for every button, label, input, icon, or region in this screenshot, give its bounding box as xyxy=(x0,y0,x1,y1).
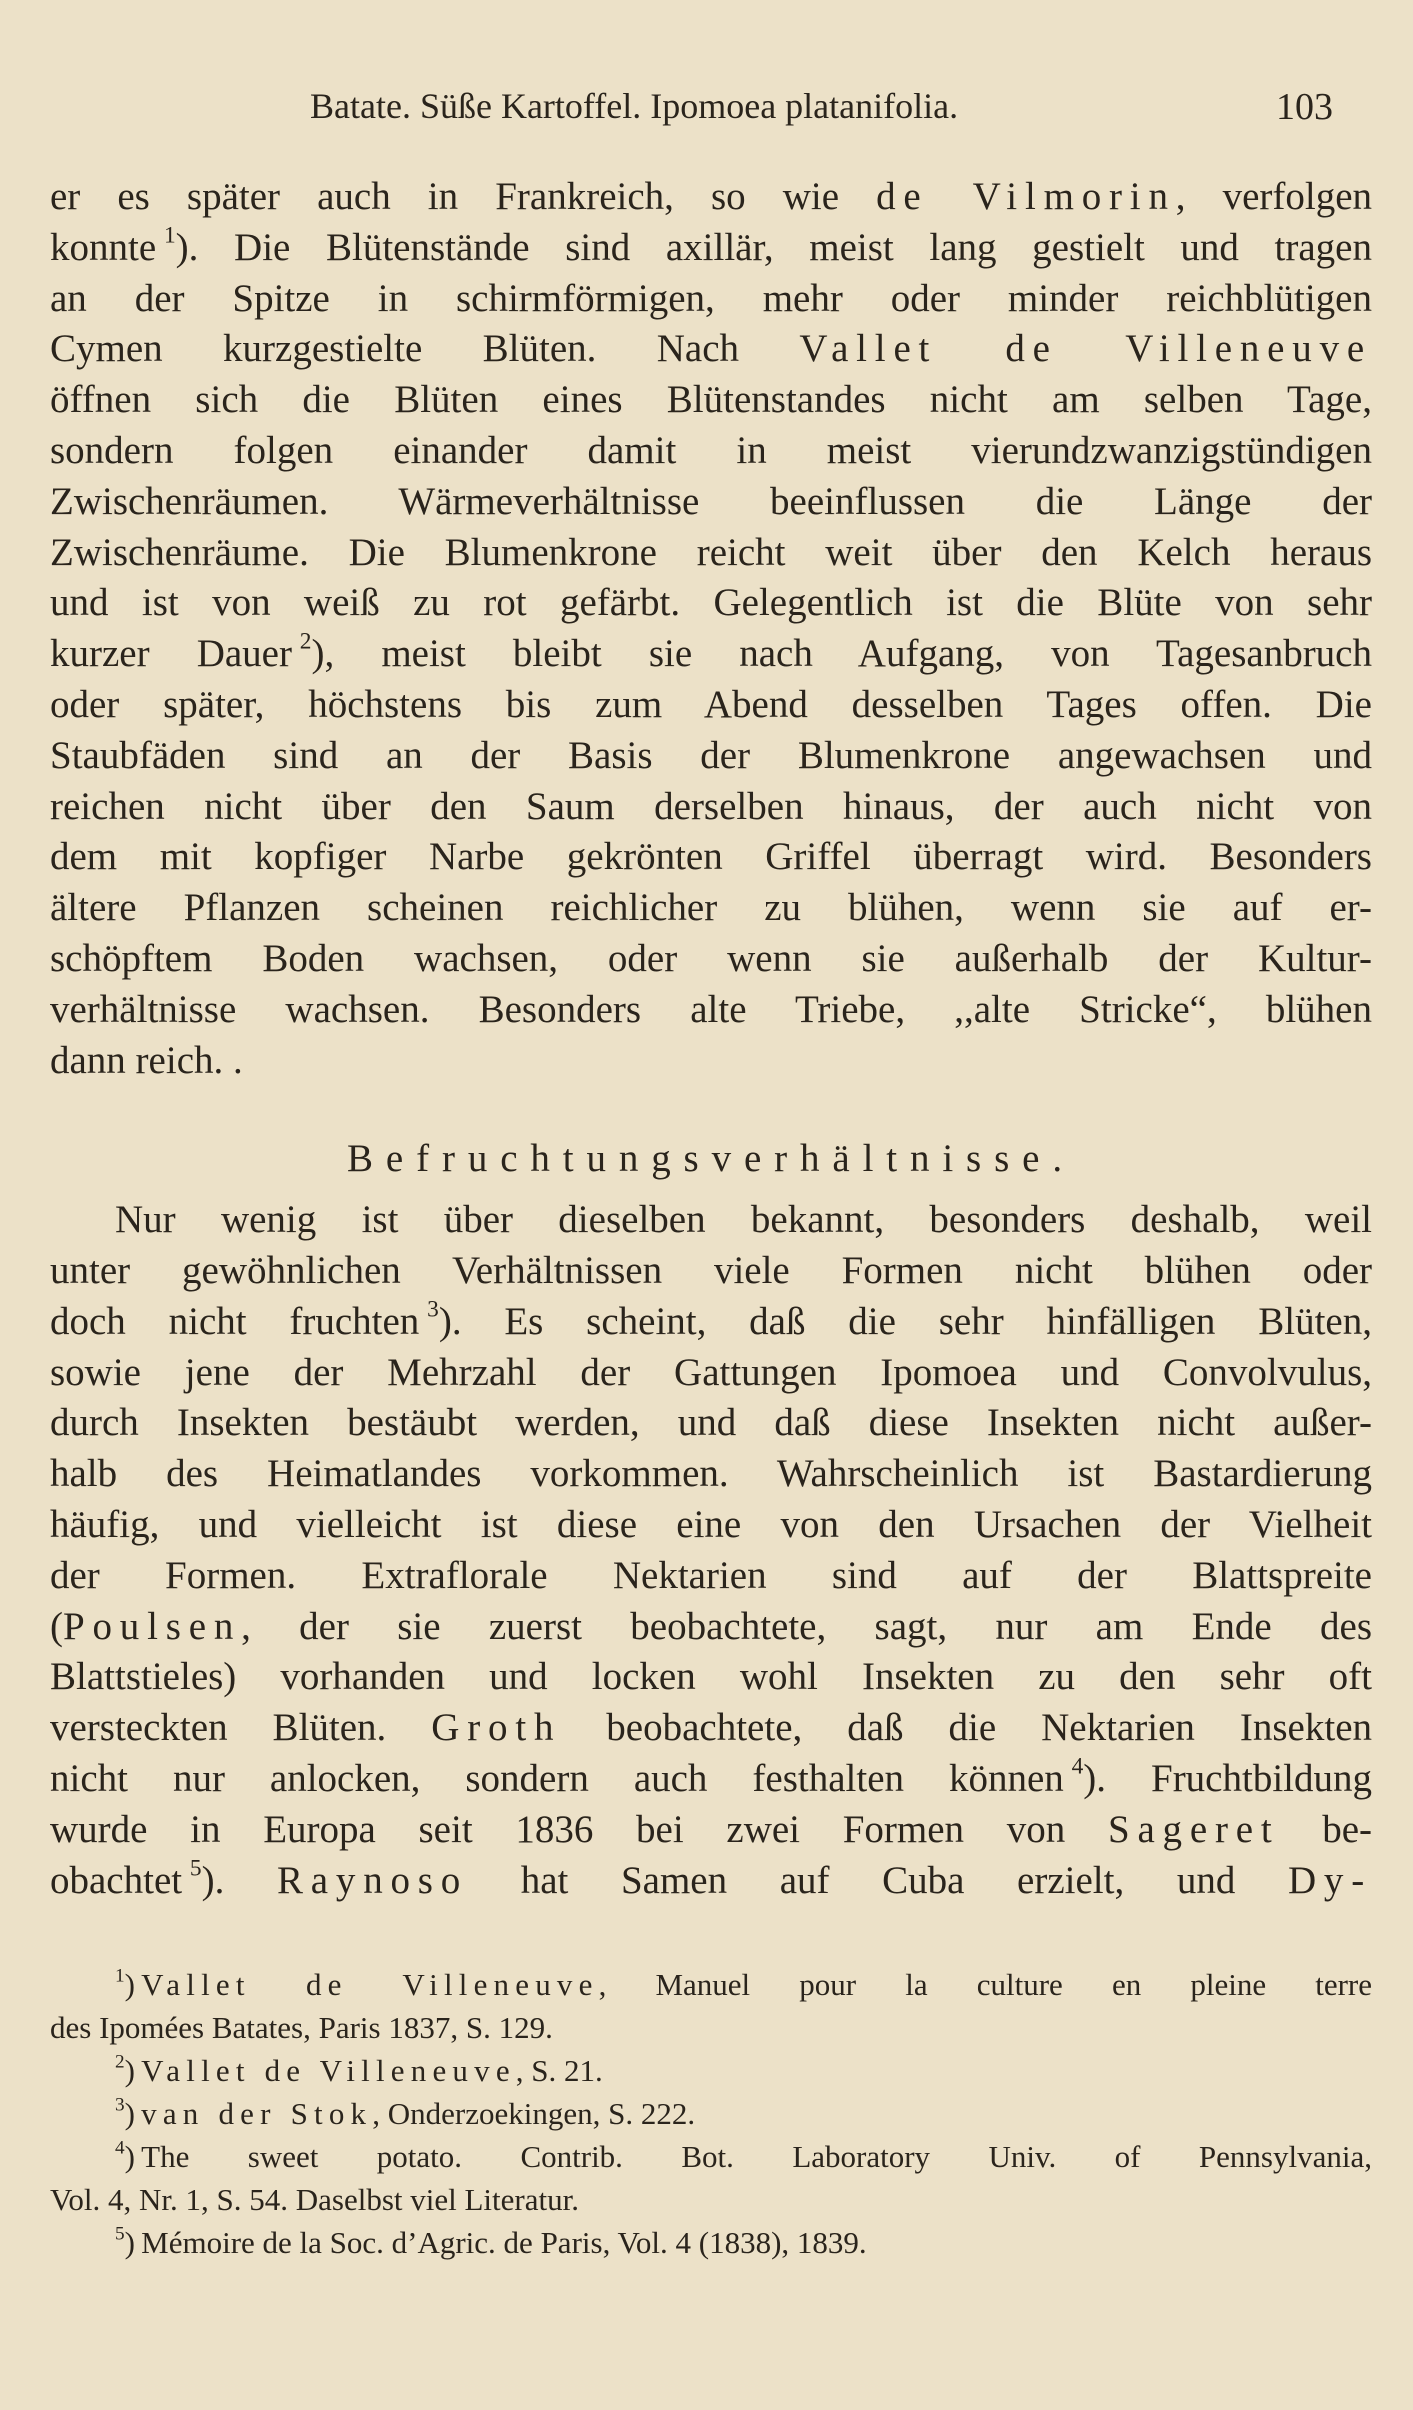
text-line: nicht nur anlocken, sondern auch festhalten können $^4$). Fruchtbildung xyxy=(50,1753,1372,1800)
text-line: Zwischenräumen. Wärmeverhältnisse beeinflussen die Länge der xyxy=(50,479,1372,523)
text-line: Blattstieles) vorhanden und locken wohl Insekten zu den sehr oft xyxy=(50,1655,1372,1699)
text-line: (Poulsen, der sie zuerst beobachtete, sagt, nur am Ende des xyxy=(50,1604,1372,1648)
text-line: unter gewöhnlichen Verhältnissen viele Formen nicht blühen oder xyxy=(50,1248,1372,1292)
text-line: schöpftem Boden wachsen, oder wenn sie außerhalb der Kultur- xyxy=(50,936,1372,980)
running-header xyxy=(310,85,1373,135)
text-line: der Formen. Extraflorale Nektarien sind auf der Blattspreite xyxy=(50,1553,1372,1597)
footnote-ref: 4 xyxy=(1071,1753,1084,1780)
main-text xyxy=(50,172,1372,1906)
footnote: $^3$) van der Stok, Onderzoekingen, S. 222. xyxy=(115,2094,696,2131)
footnote: $^4$) The sweet potato. Contrib. Bot. Laboratory Univ. of Pennsylvania, xyxy=(115,2137,1372,2174)
footnote-continuation: Vol. 4, Nr. 1, S. 54. Daselbst viel Literatur. xyxy=(50,2182,579,2217)
text-line: häufig, und vielleicht ist diese eine von den Ursachen der Vielheit xyxy=(50,1502,1372,1546)
author-name: Groth xyxy=(431,1706,562,1750)
text-line: dem mit kopfiger Narbe gekrönten Griffel überragt wird. Besonders xyxy=(50,835,1372,879)
author-name: Sageret xyxy=(1107,1807,1280,1851)
footnote-ref: 5 xyxy=(189,1854,202,1881)
text-line: und ist von weiß zu rot gefärbt. Gelegentlich ist die Blüte von sehr xyxy=(50,581,1372,625)
footnote-continuation: des Ipomées Batates, Paris 1837, S. 129. xyxy=(50,2010,553,2045)
text-line: ältere Pflanzen scheinen reichlicher zu blühen, wenn sie auf er- xyxy=(50,886,1372,930)
text-line: Staubfäden sind an der Basis der Blumenkrone angewachsen und xyxy=(50,733,1372,777)
text-line: er es später auch in Frankreich, so wie de Vilmorin, verfolgen xyxy=(50,175,1373,218)
text-line: kurzer Dauer $^2$), meist bleibt sie nach Aufgang, von Tagesanbruch xyxy=(50,628,1372,676)
text-line: versteckten Blüten. Groth beobachtete, daß die Nektarien Insekten xyxy=(50,1706,1373,1750)
author-name: Vallet de Villeneuve xyxy=(141,2053,516,2088)
paragraph xyxy=(50,1195,1372,1906)
running-title: Batate. Süße Kartoffel. Ipomoea platanifolia. xyxy=(310,86,959,126)
author-name: van der Stok xyxy=(141,2096,373,2131)
text-line: konnte $^1$). Die Blütenstände sind axillär, meist lang gestielt und tragen xyxy=(50,222,1372,269)
text-line: sondern folgen einander damit in meist vierundzwanzigstündigen xyxy=(50,428,1372,472)
footnote-ref: 1 xyxy=(163,222,176,249)
text-line: obachtet $^5$). Raynoso hat Samen auf Cuba erzielt, und Dy- xyxy=(50,1854,1372,1902)
section-heading: Befruchtungsverhältnisse. xyxy=(347,1137,1075,1181)
author-name: Vallet de Villeneuve xyxy=(799,327,1372,371)
text-line: oder später, höchstens bis zum Abend desselben Tages offen. Die xyxy=(50,682,1372,726)
footnote-ref: 2 xyxy=(299,628,312,655)
text-line: an der Spitze in schirmförmigen, mehr oder minder reichblütigen xyxy=(50,276,1372,320)
author-name: Poulsen xyxy=(63,1604,242,1648)
text-line: Cymen kurzgestielte Blüten. Nach Vallet de Villeneuve xyxy=(50,327,1372,371)
author-name: Vallet de Villeneuve xyxy=(141,1967,599,2002)
footnote: $^1$) Vallet de Villeneuve, Manuel pour la culture en pleine terre xyxy=(115,1965,1372,2002)
paragraph xyxy=(50,172,1372,1086)
author-name: de Vilmorin xyxy=(876,175,1176,218)
text-line: sowie jene der Mehrzahl der Gattungen Ipomoea und Convolvulus, xyxy=(50,1350,1372,1394)
footnote: $^5$) Mémoire de la Soc. d’Agric. de Paris, Vol. 4 (1838), 1839. xyxy=(115,2223,867,2260)
text-line: Nur wenig ist über dieselben bekannt, besonders deshalb, weil xyxy=(115,1198,1372,1242)
footnote-ref: 3 xyxy=(427,1296,439,1323)
page-number: 103 xyxy=(1276,86,1333,128)
footnotes xyxy=(50,1963,1372,2264)
footnote: $^2$) Vallet de Villeneuve, S. 21. xyxy=(115,2051,603,2088)
text-line: doch nicht fruchten $^3$). Es scheint, daß die sehr hinfälligen Blüten, xyxy=(50,1296,1372,1343)
text-line: dann reich. . xyxy=(50,1038,243,1082)
text-line: halb des Heimatlandes vorkommen. Wahrscheinlich ist Bastardierung xyxy=(50,1452,1372,1496)
text-line: durch Insekten bestäubt werden, und daß diese Insekten nicht außer- xyxy=(50,1401,1372,1445)
text-line: wurde in Europa seit 1836 bei zwei Formen von Sageret be- xyxy=(50,1807,1373,1851)
text-line: verhältnisse wachsen. Besonders alte Triebe, ,,alte Stricke“, blühen xyxy=(50,987,1372,1031)
text-line: Zwischenräume. Die Blumenkrone reicht weit über den Kelch heraus xyxy=(50,530,1372,574)
text-line: reichen nicht über den Saum derselben hinaus, der auch nicht von xyxy=(50,784,1372,828)
author-name: Dy- xyxy=(1287,1858,1372,1902)
text-line: öffnen sich die Blüten eines Blütenstandes nicht am selben Tage, xyxy=(50,378,1372,422)
author-name: Raynoso xyxy=(276,1858,469,1902)
